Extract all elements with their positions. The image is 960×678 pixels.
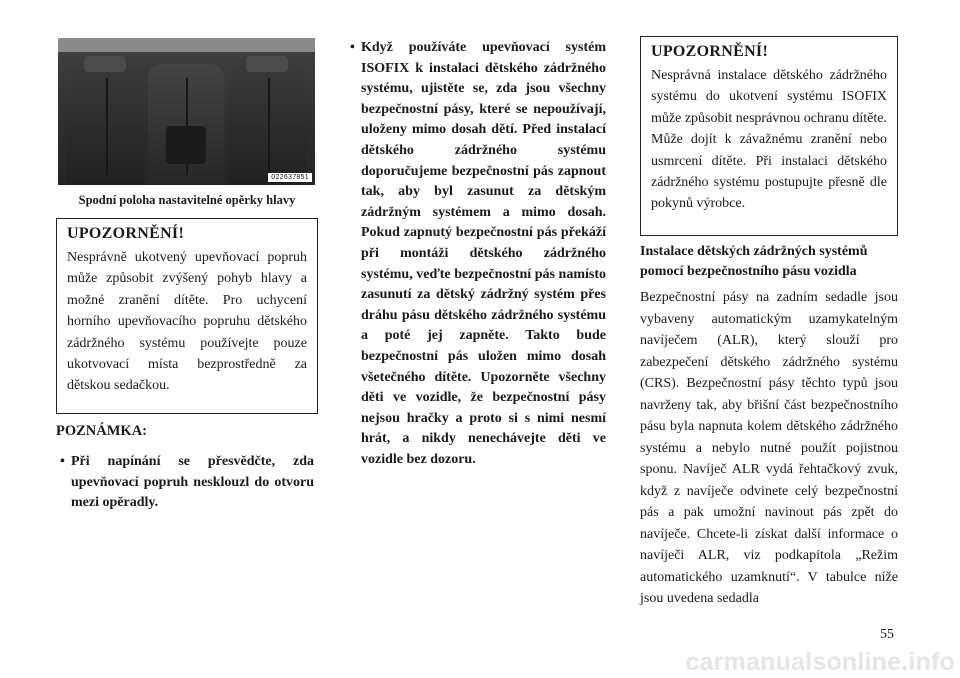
photo-headrest-right <box>246 56 288 72</box>
isofix-bullet <box>346 38 606 470</box>
note-heading: POZNÁMKA: <box>56 423 148 439</box>
image-code: 022637851 <box>268 173 312 182</box>
photo-seam <box>106 78 108 175</box>
warning-text: Nesprávně ukotvený upevňovací popruh může způsobit zvýšený pohyb hlavy a možné zranění dítěte. Pro uchycení horního upevňovacího popruhu dětského zádržného systému používejte pouze ukotvovací místa bezprostředně za dětskou sedačkou. <box>67 250 307 394</box>
photo-ceiling <box>58 38 315 52</box>
section-body: Bezpečnostní pásy na zadním sedadle jsou vybaveny automatickým uzamykatelným navíječem (ALR), který slouží pro zabezpečení dětského zádržného systému (CRS). Bezpečnostní pásy těchto typů jsou navrženy tak, aby břišní část bezpečnostního pásu byla napnuta kolem dětského zádržného systému a nebylo nutné použít pojistnou sponu. Navíječ ALR vydá řehtačkový zvuk, když z navíječe odvinete celý bezpečnostní pás a pak umožní navinout pás zpět do navíječe. Chcete-li získat další informace o navíječi ALR, viz podkapitola „Režim automatického uzamknutí“. V tabulce níže jsou uvedena sedadla <box>640 290 898 606</box>
photo-seam <box>268 78 270 175</box>
page-number: 55 <box>880 627 894 642</box>
photo-headrest-left <box>84 56 126 72</box>
warning-box-left <box>56 218 318 414</box>
photo-seat-left <box>66 64 144 185</box>
photo-armrest <box>166 126 206 164</box>
warning-title: UPOZORNĚNÍ! <box>67 225 185 242</box>
bullet-dot: • <box>60 454 65 469</box>
isofix-bullet-text: Když používáte upevňovací systém ISOFIX k instalaci dětského zádržného systému, ujistěte se, zda jsou všechny bezpečnostní pásy, které se nepoužívají, uloženy mimo dosah dětí. Před instalací dětského zádržného systému doporučujeme bezpečnostní pás zapnout tak, aby byl zasunut za dětským zádržným systémem a mimo dosah. Pokud zapnutý bezpečnostní pás překáží při montáži dětského zádržného systému, veďte bezpečnostní pás namísto zasunutí za dětský zádržný systém přes dráhu pásu dětského zádržného systému a poté jej zapněte. Takto bude bezpečnostní pás uložen mimo dosah všetečného dítěte. Upozorněte všechny děti ve vozidle, že bezpečnostní pásy nejsou hračky a proto si s nimi nesmí hrát, a nikdy nenechávejte děti ve vozidle bez dozoru. <box>361 40 606 467</box>
note-bullet <box>56 452 314 514</box>
figure-caption: Spodní poloha nastavitelné opěrky hlavy <box>78 193 296 207</box>
note-bullet-text: Při napínání se přesvědčte, zda upevňovací popruh nesklouzl do otvoru mezi opěradly. <box>71 454 314 511</box>
seat-photo <box>58 38 315 185</box>
warning-box-right <box>640 36 898 236</box>
photo-seat-right <box>228 64 306 185</box>
bullet-dot: • <box>350 40 355 55</box>
warning-title: UPOZORNĚNÍ! <box>651 43 769 60</box>
section-heading: Instalace dětských zádržných systémů pomocí bezpečnostního pásu vozidla <box>640 244 868 280</box>
warning-text: Nesprávná instalace dětského zádržného systému do ukotvení systému ISOFIX může způsobit nesprávnou ochranu dítěte. Může dojít k závažnému zranění nebo usmrcení dítěte. Při instalaci dětského zádržného systému postupujte přesně dle pokynů výrobce. <box>651 68 887 212</box>
watermark: carmanualsonline.info <box>685 648 955 676</box>
